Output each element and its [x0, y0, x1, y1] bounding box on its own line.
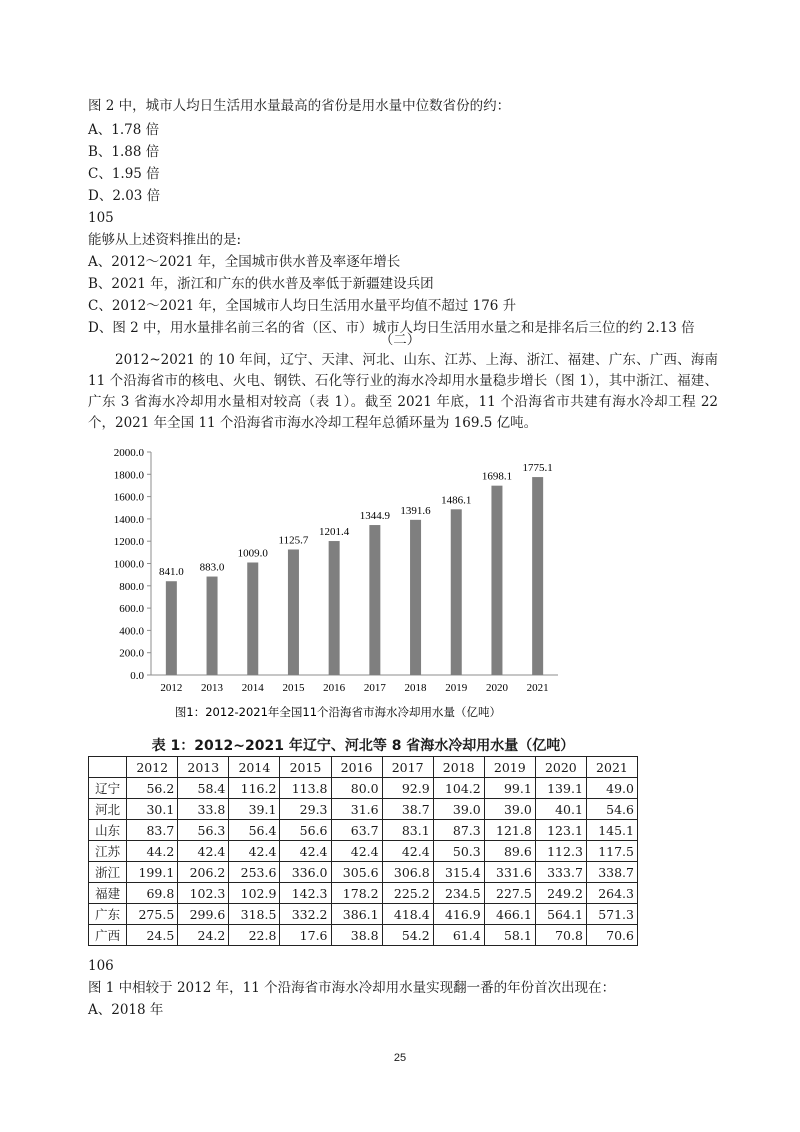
table-cell: 39.0 — [484, 799, 535, 820]
table-cell: 39.1 — [229, 799, 280, 820]
table-cell: 39.0 — [433, 799, 484, 820]
table-row — [89, 820, 638, 841]
y-tick-label: 1800.0 — [113, 469, 144, 482]
table-cell: 69.8 — [127, 883, 178, 904]
y-tick-label: 800.0 — [119, 580, 144, 593]
table-cell: 17.6 — [280, 925, 331, 946]
table-title: 表 1：2012~2021 年辽宁、河北等 8 省海水冷却用水量（亿吨） — [151, 738, 575, 754]
q104-option-b: B、1.88 倍 — [88, 144, 160, 160]
x-tick-label: 2017 — [363, 682, 386, 694]
table-cell: 56.4 — [229, 820, 280, 841]
table-cell: 142.3 — [280, 883, 331, 904]
bar — [410, 520, 421, 675]
table-cell: 89.6 — [484, 841, 535, 862]
table-cell: 24.2 — [178, 925, 229, 946]
table-cell: 331.6 — [484, 862, 535, 883]
table-cell: 123.1 — [535, 820, 586, 841]
table-cell: 206.2 — [178, 862, 229, 883]
table-cell: 80.0 — [331, 778, 382, 799]
table-cell: 466.1 — [484, 904, 535, 925]
bar-value-label: 1125.7 — [278, 534, 309, 547]
chart-title: 图1：2012-2021年全国11个沿海省市海水冷却用水量（亿吨） — [174, 705, 502, 719]
page-number: 25 — [393, 1052, 407, 1064]
table-cell: 24.5 — [127, 925, 178, 946]
table-cell: 22.8 — [229, 925, 280, 946]
table-cell: 29.3 — [280, 799, 331, 820]
q105-option-d: D、图 2 中，用水量排名前三名的省（区、市）城市人均日生活用水量之和是排名后三位的约 2.13 倍 — [88, 320, 695, 336]
table-cell: 99.1 — [484, 778, 535, 799]
table-cell: 121.8 — [484, 820, 535, 841]
table-header-cell: 2016 — [331, 757, 382, 778]
table-header-cell: 2019 — [484, 757, 535, 778]
table-row — [89, 799, 638, 820]
q105-option-b: B、2021 年，浙江和广东的供水普及率低于新疆建设兵团 — [88, 276, 434, 292]
table-row-header: 浙江 — [89, 862, 127, 883]
bar-value-label: 1698.1 — [481, 470, 513, 483]
q104-option-c: C、1.95 倍 — [88, 166, 160, 182]
table-cell: 58.1 — [484, 925, 535, 946]
table-row-header: 河北 — [89, 799, 127, 820]
table-row — [89, 862, 638, 883]
table-row-header: 广西 — [89, 925, 127, 946]
table-cell: 116.2 — [229, 778, 280, 799]
table-header-cell: 2018 — [433, 757, 484, 778]
table-cell: 56.3 — [178, 820, 229, 841]
table-header-row — [89, 757, 638, 778]
table-cell: 249.2 — [535, 883, 586, 904]
table-cell: 336.0 — [280, 862, 331, 883]
table-cell: 42.4 — [382, 841, 433, 862]
table-cell: 33.8 — [178, 799, 229, 820]
data-table — [88, 756, 638, 946]
table-cell: 145.1 — [586, 820, 637, 841]
q105-option-a: A、2012～2021 年，全国城市供水普及率逐年增长 — [88, 254, 401, 270]
x-tick-label: 2018 — [404, 682, 427, 694]
bar — [491, 486, 502, 675]
table-cell: 275.5 — [127, 904, 178, 925]
y-tick-label: 1400.0 — [113, 513, 144, 526]
y-tick-label: 600.0 — [119, 603, 144, 616]
table-cell: 61.4 — [433, 925, 484, 946]
x-tick-label: 2020 — [485, 682, 508, 694]
bar-value-label: 1201.4 — [319, 526, 350, 539]
bar — [369, 525, 380, 675]
table-cell: 227.5 — [484, 883, 535, 904]
table-row — [89, 883, 638, 904]
table-cell: 386.1 — [331, 904, 382, 925]
q104-option-d: D、2.03 倍 — [88, 188, 161, 204]
table-cell: 58.4 — [178, 778, 229, 799]
bar — [288, 549, 299, 675]
table-cell: 264.3 — [586, 883, 637, 904]
table-row-header: 山东 — [89, 820, 127, 841]
y-tick-label: 2000.0 — [113, 447, 144, 459]
table-cell: 44.2 — [127, 841, 178, 862]
table-cell: 112.3 — [535, 841, 586, 862]
table-cell: 70.8 — [535, 925, 586, 946]
table-cell: 40.1 — [535, 799, 586, 820]
table-cell: 338.7 — [586, 862, 637, 883]
y-tick-label: 0.0 — [130, 670, 144, 682]
table-cell: 42.4 — [178, 841, 229, 862]
table-header-cell: 2017 — [382, 757, 433, 778]
intro-paragraph: 2012~2021 的 10 年间，辽宁、天津、河北、山东、江苏、上海、浙江、福建、广东、广西、海南 11 个沿海省市的核电、火电、钢铁、石化等行业的海水冷却用水量稳步增长（图 1），其中浙江、福建、广东 3 省海水冷却用水量相对较高（表 1）。截至 2021 年底，11 个沿海省市共建有海水冷却工程 22 个，2021 年全国 11 个沿海省市海水冷却工程年总循环量为 169.5 亿吨。 — [88, 352, 718, 431]
table-cell: 50.3 — [433, 841, 484, 862]
q104-option-a: A、1.78 倍 — [88, 122, 160, 138]
table-cell: 30.1 — [127, 799, 178, 820]
table-cell: 225.2 — [382, 883, 433, 904]
table-cell: 299.6 — [178, 904, 229, 925]
y-tick-label: 400.0 — [119, 625, 144, 638]
table-row-header: 福建 — [89, 883, 127, 904]
table-cell: 38.8 — [331, 925, 382, 946]
table-cell: 54.6 — [586, 799, 637, 820]
q106-stem: 图 1 中相较于 2012 年，11 个沿海省市海水冷却用水量实现翻一番的年份首次出现在： — [88, 980, 616, 996]
table-cell: 87.3 — [433, 820, 484, 841]
x-tick-label: 2021 — [526, 682, 549, 694]
table-cell: 234.5 — [433, 883, 484, 904]
table-cell: 253.6 — [229, 862, 280, 883]
x-tick-label: 2013 — [201, 682, 224, 694]
x-tick-label: 2014 — [241, 682, 264, 694]
table-row — [89, 925, 638, 946]
table-cell: 199.1 — [127, 862, 178, 883]
table-header-cell: 2014 — [229, 757, 280, 778]
table-row-header: 广东 — [89, 904, 127, 925]
table-cell: 83.7 — [127, 820, 178, 841]
q104-stem: 图 2 中，城市人均日生活用水量最高的省份是用水量中位数省份的约： — [88, 98, 511, 114]
table-cell: 56.2 — [127, 778, 178, 799]
table-cell: 139.1 — [535, 778, 586, 799]
y-tick-label: 1600.0 — [113, 491, 144, 504]
section-heading: （二） — [379, 332, 421, 348]
table-row-header: 江苏 — [89, 841, 127, 862]
table-header-cell: 2021 — [586, 757, 637, 778]
table-cell: 306.8 — [382, 862, 433, 883]
table-cell: 178.2 — [331, 883, 382, 904]
table-header-cell — [89, 757, 127, 778]
q105-option-c: C、2012～2021 年，全国城市人均日生活用水量平均值不超过 176 升 — [88, 298, 517, 314]
table-header-cell: 2015 — [280, 757, 331, 778]
table-header-cell: 2013 — [178, 757, 229, 778]
table-cell: 83.1 — [382, 820, 433, 841]
bar-chart — [88, 440, 568, 725]
table-row-header: 辽宁 — [89, 778, 127, 799]
bar-value-label: 1009.0 — [237, 547, 268, 560]
table-cell: 564.1 — [535, 904, 586, 925]
table-row — [89, 841, 638, 862]
bar-value-label: 1344.9 — [359, 510, 390, 523]
table-cell: 70.6 — [586, 925, 637, 946]
y-tick-label: 200.0 — [119, 647, 144, 660]
table-cell: 104.2 — [433, 778, 484, 799]
table-cell: 56.6 — [280, 820, 331, 841]
table-cell: 113.8 — [280, 778, 331, 799]
table-cell: 42.4 — [331, 841, 382, 862]
table-cell: 418.4 — [382, 904, 433, 925]
bar — [532, 477, 543, 675]
y-tick-label: 1200.0 — [113, 536, 144, 549]
bar-value-label: 1391.6 — [400, 504, 431, 517]
table-header-cell: 2012 — [127, 757, 178, 778]
y-tick-label: 1000.0 — [113, 558, 144, 571]
table-cell: 102.3 — [178, 883, 229, 904]
q106-option-a: A、2018 年 — [88, 1002, 164, 1018]
bar — [247, 562, 258, 675]
bar — [451, 509, 462, 675]
table-cell: 305.6 — [331, 862, 382, 883]
q105-stem: 能够从上述资料推出的是: — [88, 232, 242, 248]
table-cell: 54.2 — [382, 925, 433, 946]
table-cell: 63.7 — [331, 820, 382, 841]
table-cell: 42.4 — [229, 841, 280, 862]
table-cell: 42.4 — [280, 841, 331, 862]
table-cell: 117.5 — [586, 841, 637, 862]
table-row — [89, 904, 638, 925]
table-cell: 102.9 — [229, 883, 280, 904]
x-tick-label: 2019 — [445, 682, 468, 694]
x-tick-label: 2016 — [323, 682, 346, 694]
q105-number: 105 — [88, 210, 114, 226]
table-row — [89, 778, 638, 799]
bar-value-label: 1775.1 — [522, 462, 553, 475]
bar — [207, 577, 218, 675]
table-header-cell: 2020 — [535, 757, 586, 778]
x-tick-label: 2012 — [160, 682, 183, 694]
table-cell: 49.0 — [586, 778, 637, 799]
table-cell: 571.3 — [586, 904, 637, 925]
table-cell: 315.4 — [433, 862, 484, 883]
q106-number: 106 — [88, 958, 114, 974]
table-cell: 318.5 — [229, 904, 280, 925]
bar-value-label: 841.0 — [158, 566, 184, 579]
bar-value-label: 1486.1 — [441, 494, 472, 507]
table-cell: 92.9 — [382, 778, 433, 799]
table-cell: 332.2 — [280, 904, 331, 925]
bar-value-label: 883.0 — [199, 561, 225, 574]
table-cell: 31.6 — [331, 799, 382, 820]
x-tick-label: 2015 — [282, 682, 305, 694]
table-cell: 38.7 — [382, 799, 433, 820]
bar — [329, 541, 340, 675]
bar — [166, 581, 177, 675]
table-cell: 416.9 — [433, 904, 484, 925]
table-cell: 333.7 — [535, 862, 586, 883]
